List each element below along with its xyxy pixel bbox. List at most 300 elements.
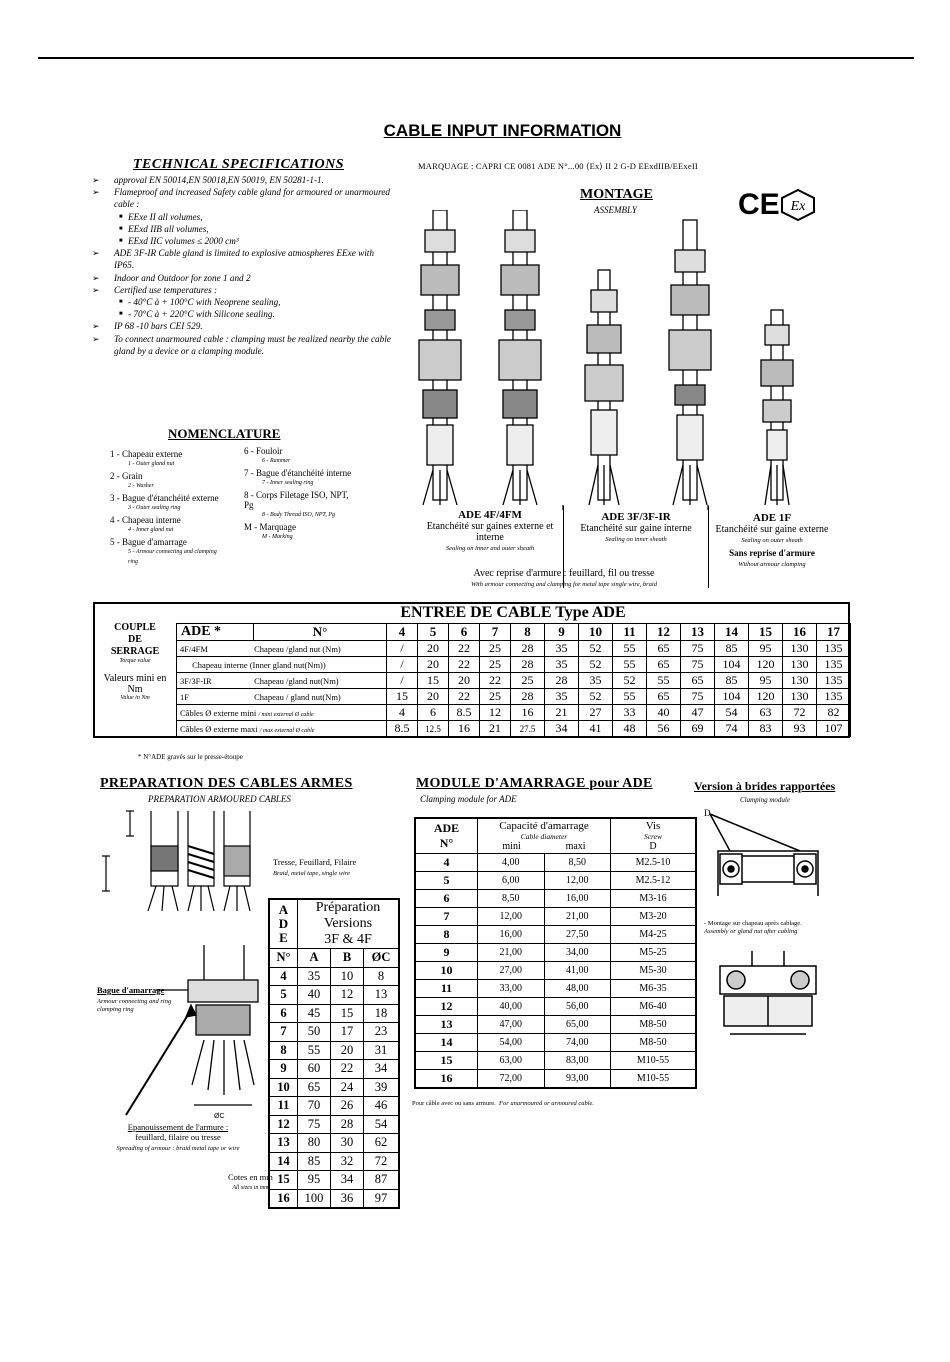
table-cell: 15	[331, 1004, 364, 1023]
table-cell: 65	[681, 673, 715, 689]
table-cell: 7	[269, 1023, 298, 1042]
spec-item: ➢ IP 68 -10 bars CEI 529.	[92, 320, 394, 332]
table-cell: 10	[415, 962, 478, 980]
row-label: 1F Chapeau / gland nut(Nm)	[177, 689, 387, 705]
nomenclature-left	[110, 449, 240, 567]
table-cell: 12	[331, 986, 364, 1005]
table-cell: 82	[817, 705, 851, 721]
table-cell: 12,00	[544, 872, 611, 890]
table-cell: 14	[269, 1152, 298, 1171]
table-cell: 35	[579, 673, 613, 689]
table-cell: M4-25	[611, 926, 697, 944]
table-cell: M2.5-12	[611, 872, 697, 890]
spec-item: ➢ ADE 3F-IR Cable gland is limited to explosive atmospheres EExe with IP65.	[92, 247, 394, 271]
table-cell: 69	[681, 721, 715, 737]
table-cell: 74,00	[544, 1034, 611, 1052]
prep-versions: Préparation Versions 3F & 4F	[298, 899, 400, 949]
row-label: 4F/4FM Chapeau /gland nut (Nm)	[177, 641, 387, 657]
table-cell: 5	[415, 872, 478, 890]
table-cell: 20	[418, 657, 449, 673]
table-cell: 41,00	[544, 962, 611, 980]
table-cell: 20	[331, 1041, 364, 1060]
table-cell: 13	[269, 1134, 298, 1153]
nomenclature-title: NOMENCLATURE	[168, 426, 281, 441]
caption-ade-4f: ADE 4F/4FM Etanchéité sur gaines externe et interne Sealing on inner and outer sheath	[426, 509, 554, 552]
table-row	[415, 854, 696, 872]
table-row	[177, 689, 851, 705]
table-cell: 63,00	[478, 1052, 545, 1070]
table-row	[177, 657, 851, 673]
page-title: CABLE INPUT INFORMATION	[383, 121, 622, 140]
col-screw: Vis Screw D	[611, 818, 697, 854]
row-label: Câbles Ø externe maxi / max external Ø cable	[177, 721, 387, 737]
table-cell: 28	[511, 641, 545, 657]
marking-line: MARQUAGE : CAPRI CE 0081 ADE N°...00 ⟨Ex⟩ II 2 G-D EExdIIB/EExeII	[418, 161, 698, 171]
table-cell: 130	[783, 641, 817, 657]
table-cell: 72,00	[478, 1070, 545, 1089]
table-cell: 95	[298, 1171, 331, 1190]
table-cell: 11	[415, 980, 478, 998]
table-cell: 33,00	[478, 980, 545, 998]
spec-item: ➢ Indoor and Outdoor for zone 1 and 2	[92, 272, 394, 284]
table-cell: 21	[480, 721, 511, 737]
ce-mark: CE	[738, 188, 780, 221]
table-cell: 30	[331, 1134, 364, 1153]
nom-item: 5 - Bague d'amarrage 5 - Armour connecting and clamping ring	[110, 537, 217, 565]
table-cell: 55	[613, 641, 647, 657]
spec-sub-item: ■ - 40°C à + 100°C with Neoprene sealing,	[92, 296, 394, 308]
table-cell: 12	[415, 998, 478, 1016]
table-row	[177, 641, 851, 657]
table-cell: 130	[783, 673, 817, 689]
bague-label: Bague d'amarrage	[97, 985, 165, 995]
table-cell: 12	[480, 705, 511, 721]
spec-sub-item: ■ - 70°C à + 220°C with Silicone sealing.	[92, 308, 394, 320]
table-cell: 95	[749, 673, 783, 689]
table-cell: 28	[511, 657, 545, 673]
table-cell: 35	[545, 689, 579, 705]
table-cell: 35	[545, 641, 579, 657]
table-cell: M5-25	[611, 944, 697, 962]
technical-list	[92, 174, 394, 357]
table-cell: 25	[511, 673, 545, 689]
table-cell: 65	[647, 657, 681, 673]
table-cell: 75	[681, 641, 715, 657]
size-header: 13	[681, 624, 715, 641]
table-cell: 75	[681, 689, 715, 705]
table-cell: M10-55	[611, 1052, 697, 1070]
table-cell: 21,00	[544, 908, 611, 926]
table-cell: 120	[749, 689, 783, 705]
table-row	[415, 1016, 696, 1034]
table-row	[269, 1134, 399, 1153]
table-cell: 15	[415, 1052, 478, 1070]
col-ade: ADE *	[177, 624, 254, 641]
table-row	[415, 926, 696, 944]
prep-table	[268, 898, 400, 1209]
table-row	[415, 1052, 696, 1070]
table-cell: 75	[298, 1115, 331, 1134]
table-cell: 8.5	[387, 721, 418, 737]
table-cell: 34	[364, 1060, 400, 1079]
nom-item: 7 - Bague d'étanchéité interne 7 - Inner sealing ring	[244, 468, 352, 486]
table-cell: 55	[613, 689, 647, 705]
table-cell: 16,00	[478, 926, 545, 944]
table-cell: 56,00	[544, 998, 611, 1016]
table-cell: 70	[298, 1097, 331, 1116]
size-header: 17	[817, 624, 851, 641]
bague-label-en: Armour connecting and ring clamping ring	[97, 998, 172, 1013]
table-row	[269, 986, 399, 1005]
size-header: 12	[647, 624, 681, 641]
table-cell: 62	[364, 1134, 400, 1153]
table-cell: 107	[817, 721, 851, 737]
table-cell: M8-50	[611, 1034, 697, 1052]
table-cell: 135	[817, 689, 851, 705]
table-row	[269, 1171, 399, 1190]
size-header: 15	[749, 624, 783, 641]
table-cell: 16	[449, 721, 480, 737]
row-label: Câbles Ø externe mini / mini external Ø cable	[177, 705, 387, 721]
nom-item: M - Marquage M - Marking	[244, 522, 296, 540]
table-cell: 72	[364, 1152, 400, 1171]
nomenclature-right	[244, 446, 364, 542]
table-cell: 55	[298, 1041, 331, 1060]
table-cell: 39	[364, 1078, 400, 1097]
table-cell: 9	[415, 944, 478, 962]
table-cell: 25	[480, 657, 511, 673]
caption-divider	[708, 506, 709, 588]
technical-title: TECHNICAL SPECIFICATIONS	[133, 157, 345, 172]
table-cell: 47,00	[478, 1016, 545, 1034]
prep-title: PREPARATION DES CABLES ARMES	[100, 776, 353, 791]
col-no: N°	[269, 949, 298, 968]
table-row	[415, 1070, 696, 1089]
table-cell: 22	[331, 1060, 364, 1079]
table-cell: 6	[415, 890, 478, 908]
table-cell: 12,00	[478, 908, 545, 926]
size-header: 11	[613, 624, 647, 641]
table-cell: 12.5	[418, 721, 449, 737]
table-cell: 120	[749, 657, 783, 673]
table-row	[415, 908, 696, 926]
spec-item: ➢ Flameproof and increased Safety cable gland for armoured or unarmoured cable :	[92, 186, 394, 210]
table-row	[269, 1152, 399, 1171]
table-cell: 93,00	[544, 1070, 611, 1089]
table-cell: /	[387, 657, 418, 673]
table-cell: 48	[613, 721, 647, 737]
table-cell: 16,00	[544, 890, 611, 908]
size-header: 4	[387, 624, 418, 641]
brides-note: - Montage sur chapeau après cablage. Assembly or gland nut after cabling	[704, 920, 802, 935]
armour-gland-drawing	[96, 945, 266, 1145]
table-cell: 4	[387, 705, 418, 721]
size-header: 9	[545, 624, 579, 641]
table-cell: 12	[269, 1115, 298, 1134]
table-cell: 56	[647, 721, 681, 737]
table-cell: 8.5	[449, 705, 480, 721]
table-cell: 32	[331, 1152, 364, 1171]
table-cell: 15	[387, 689, 418, 705]
table-row	[177, 673, 851, 689]
table-cell: 60	[298, 1060, 331, 1079]
table-cell: 83,00	[544, 1052, 611, 1070]
entree-footnote: * N°ADE gravés sur le presse-étoupe	[138, 753, 243, 761]
table-cell: 10	[269, 1078, 298, 1097]
table-cell: 10	[331, 967, 364, 986]
nom-item: 3 - Bague d'étanchéité externe 3 - Outer sealing ring	[110, 493, 219, 511]
table-cell: 6	[269, 1004, 298, 1023]
table-cell: 65	[298, 1078, 331, 1097]
table-cell: 47	[681, 705, 715, 721]
assembly-subtitle: ASSEMBLY	[594, 205, 637, 215]
table-cell: 93	[783, 721, 817, 737]
table-cell: M3-16	[611, 890, 697, 908]
cable-prep-drawing	[96, 806, 266, 926]
table-cell: 75	[681, 657, 715, 673]
entree-title: ENTREE DE CABLE Type ADE	[400, 604, 626, 621]
table-cell: 40	[298, 986, 331, 1005]
table-cell: 52	[579, 689, 613, 705]
table-cell: 4	[269, 967, 298, 986]
col-a: A	[298, 949, 331, 968]
table-cell: 135	[817, 641, 851, 657]
table-cell: 36	[331, 1189, 364, 1208]
table-cell: 50	[298, 1023, 331, 1042]
table-cell: 22	[480, 673, 511, 689]
table-cell: 65,00	[544, 1016, 611, 1034]
module-subtitle: Clamping module for ADE	[420, 794, 517, 804]
table-cell: 15	[418, 673, 449, 689]
size-header: 14	[715, 624, 749, 641]
table-cell: 27,50	[544, 926, 611, 944]
table-row	[415, 980, 696, 998]
table-cell: M2.5-10	[611, 854, 697, 872]
table-cell: 55	[613, 657, 647, 673]
spec-item: ➢ To connect unarmoured cable : clamping must be realized nearby the cable gland by a device or a clamping module.	[92, 333, 394, 357]
table-cell: 63	[749, 705, 783, 721]
nom-item: 6 - Fouloir 6 - Rammer	[244, 446, 291, 464]
diameter-label: ØC	[214, 1113, 225, 1120]
table-cell: 104	[715, 657, 749, 673]
table-cell: 27	[579, 705, 613, 721]
size-header: 6	[449, 624, 480, 641]
table-cell: 6	[418, 705, 449, 721]
table-cell: 72	[783, 705, 817, 721]
table-cell: 13	[415, 1016, 478, 1034]
table-row	[269, 1023, 399, 1042]
table-cell: 45	[298, 1004, 331, 1023]
table-row	[269, 1004, 399, 1023]
table-cell: 46	[364, 1097, 400, 1116]
table-row	[415, 944, 696, 962]
table-cell: 48,00	[544, 980, 611, 998]
table-cell: 34	[331, 1171, 364, 1190]
table-cell: 130	[783, 657, 817, 673]
row-label: Chapeau interne (Inner gland nut(Nm))	[177, 657, 387, 673]
table-cell: 74	[715, 721, 749, 737]
table-cell: 40,00	[478, 998, 545, 1016]
size-header: 5	[418, 624, 449, 641]
size-header: 16	[783, 624, 817, 641]
table-cell: 28	[511, 689, 545, 705]
table-cell: 16	[415, 1070, 478, 1089]
table-cell: 5	[269, 986, 298, 1005]
assembly-drawing	[415, 210, 835, 510]
table-cell: 85	[298, 1152, 331, 1171]
caption-ade-1f: ADE 1F Etanchéité sur gaine externe Sealing on outer sheath Sans reprise d'armure Without armour clamping	[715, 512, 829, 568]
table-cell: 9	[269, 1060, 298, 1079]
top-rule	[38, 57, 914, 59]
caption-ade-3f: ADE 3F/3F-IR Etanchéité sur gaine interne Sealing on inner sheath	[580, 511, 692, 543]
table-cell: M10-55	[611, 1070, 697, 1089]
d-label: D	[704, 808, 711, 818]
table-cell: 22	[449, 689, 480, 705]
table-cell: 54	[364, 1115, 400, 1134]
tresse-label: Tresse, Feuillard, Filaire Braid, metal tape, single wire	[273, 857, 357, 877]
spec-item: ➢ Certified use temperatures :	[92, 284, 394, 296]
table-cell: 8,50	[544, 854, 611, 872]
table-cell: 24	[331, 1078, 364, 1097]
table-cell: 55	[647, 673, 681, 689]
table-cell: 23	[364, 1023, 400, 1042]
table-cell: 22	[449, 657, 480, 673]
table-row	[415, 962, 696, 980]
table-cell: 52	[579, 657, 613, 673]
table-cell: 6,00	[478, 872, 545, 890]
table-cell: 16	[511, 705, 545, 721]
nom-item: 1 - Chapeau externe 1 - Outer gland nut	[110, 449, 183, 467]
table-cell: 40	[647, 705, 681, 721]
table-cell: 83	[749, 721, 783, 737]
table-row	[269, 1041, 399, 1060]
table-row	[269, 1097, 399, 1116]
table-cell: 25	[480, 641, 511, 657]
table-cell: 65	[647, 641, 681, 657]
table-row	[415, 872, 696, 890]
table-cell: 7	[415, 908, 478, 926]
table-cell: 20	[418, 641, 449, 657]
table-cell: 65	[647, 689, 681, 705]
table-cell: 8,50	[478, 890, 545, 908]
table-cell: 13	[364, 986, 400, 1005]
table-cell: M6-40	[611, 998, 697, 1016]
table-cell: 25	[480, 689, 511, 705]
ex-mark: Ex	[790, 199, 806, 214]
table-cell: 33	[613, 705, 647, 721]
spec-sub-item: ■ EExd IIC volumes ≤ 2000 cm³	[92, 235, 394, 247]
table-cell: M6-35	[611, 980, 697, 998]
entree-table	[176, 623, 851, 737]
nom-item: 4 - Chapeau interne 4 - Inner gland nut	[110, 515, 181, 533]
table-cell: 52	[613, 673, 647, 689]
table-cell: 95	[749, 641, 783, 657]
spec-sub-item: ■ EExd IIB all volumes,	[92, 223, 394, 235]
table-cell: 87	[364, 1171, 400, 1190]
table-cell: 135	[817, 657, 851, 673]
table-cell: 21	[545, 705, 579, 721]
table-row	[269, 1060, 399, 1079]
table-cell: 85	[715, 641, 749, 657]
table-cell: M8-50	[611, 1016, 697, 1034]
col-capacity: Capacité d'amarrage Cable diameter mini maxi	[478, 818, 611, 854]
table-cell: 54	[715, 705, 749, 721]
table-cell: 85	[715, 673, 749, 689]
table-cell: 28	[331, 1115, 364, 1134]
table-row	[415, 1034, 696, 1052]
table-cell: 20	[418, 689, 449, 705]
table-cell: 15	[269, 1171, 298, 1190]
brides-subtitle: Clamping module	[740, 796, 790, 804]
spec-item: ➢ approval EN 50014,EN 50018,EN 50019, EN 50281-1-1.	[92, 174, 394, 186]
table-row	[177, 705, 851, 721]
size-header: 8	[511, 624, 545, 641]
table-cell: 104	[715, 689, 749, 705]
montage-title: MONTAGE	[580, 187, 653, 202]
table-cell: 18	[364, 1004, 400, 1023]
col-c: ØC	[364, 949, 400, 968]
size-header: 10	[579, 624, 613, 641]
table-cell: 41	[579, 721, 613, 737]
table-cell: 35	[298, 967, 331, 986]
nom-item: 2 - Grain 2 - Washer	[110, 471, 154, 489]
spreading-label: Epanouissement de l'armure : feuillard, filaire ou tresse Spreading of armour : braid metal tape or wire	[116, 1122, 240, 1152]
table-cell: /	[387, 641, 418, 657]
table-cell: M3-20	[611, 908, 697, 926]
table-cell: 14	[415, 1034, 478, 1052]
table-cell: 8	[269, 1041, 298, 1060]
table-row	[269, 1115, 399, 1134]
table-row	[269, 1078, 399, 1097]
table-cell: 80	[298, 1134, 331, 1153]
col-ade: ADE N°	[415, 818, 478, 854]
table-cell: /	[387, 673, 418, 689]
table-cell: 17	[331, 1023, 364, 1042]
table-cell: 28	[545, 673, 579, 689]
table-cell: 54,00	[478, 1034, 545, 1052]
spec-sub-item: ■ EExe II all volumes,	[92, 211, 394, 223]
table-cell: 22	[449, 641, 480, 657]
prep-subtitle: PREPARATION ARMOURED CABLES	[148, 794, 291, 804]
brides-title: Version à brides rapportées	[694, 779, 836, 793]
module-table	[414, 817, 697, 1089]
table-cell: 52	[579, 641, 613, 657]
row-label: 3F/3F-IR Chapeau /gland nut(Nm)	[177, 673, 387, 689]
table-cell: 130	[783, 689, 817, 705]
table-cell: 35	[545, 657, 579, 673]
table-cell: 27.5	[511, 721, 545, 737]
table-cell: 97	[364, 1189, 400, 1208]
table-cell: 21,00	[478, 944, 545, 962]
table-cell: 135	[817, 673, 851, 689]
table-cell: 8	[364, 967, 400, 986]
couple-label: COUPLE DE SERRAGE Torque value Valeurs mini en Nm Value in Nm	[103, 622, 167, 701]
table-cell: 4,00	[478, 854, 545, 872]
table-cell: 31	[364, 1041, 400, 1060]
size-header: 7	[480, 624, 511, 641]
table-cell: 4	[415, 854, 478, 872]
module-title: MODULE D'AMARRAGE pour ADE	[416, 776, 653, 791]
table-cell: 26	[331, 1097, 364, 1116]
table-cell: 16	[269, 1189, 298, 1208]
table-cell: 34	[545, 721, 579, 737]
table-cell: 100	[298, 1189, 331, 1208]
table-cell: M5-30	[611, 962, 697, 980]
ade-letters: A D E	[269, 899, 298, 949]
col-no: N°	[254, 624, 387, 641]
cotes-label: Cotes en mm All sizes in mm	[228, 1172, 273, 1191]
table-row	[415, 998, 696, 1016]
